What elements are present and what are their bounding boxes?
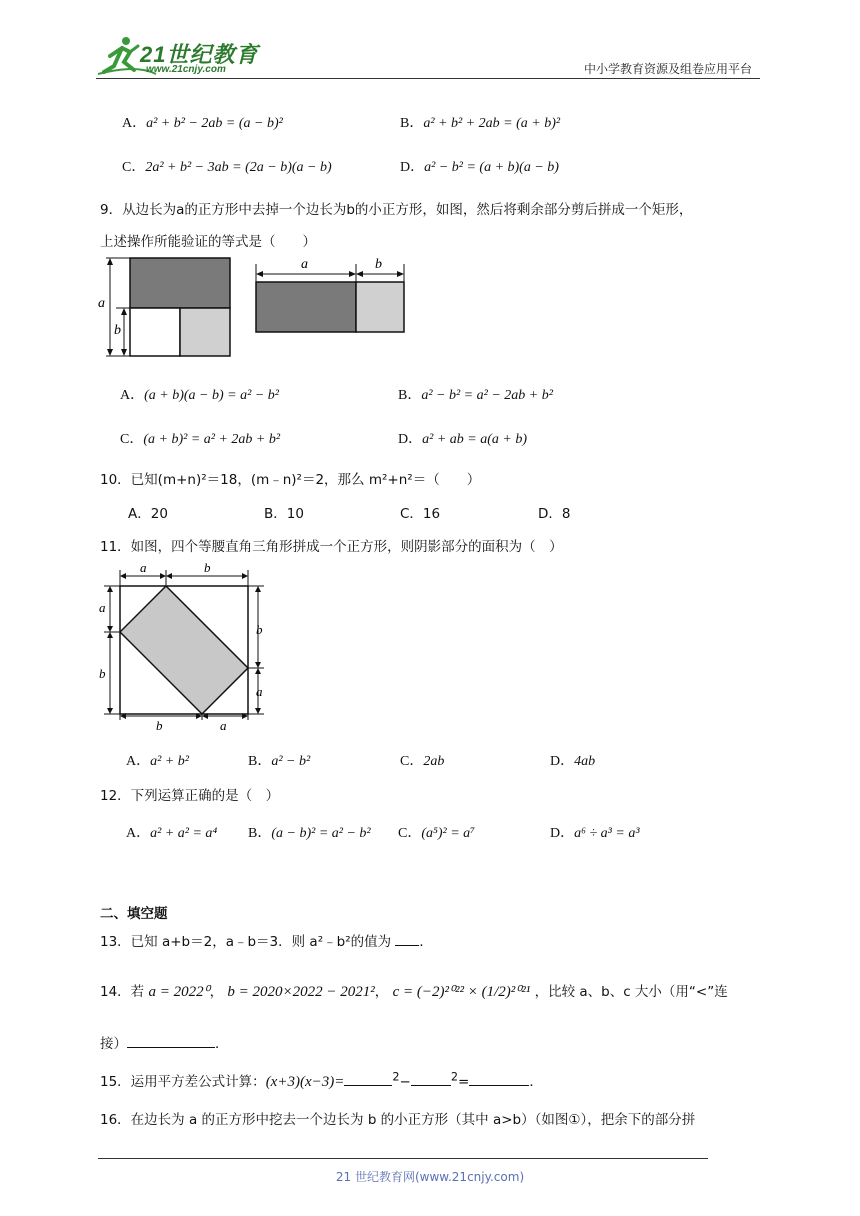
option-b: B．(a − b)² = a² − b² bbox=[248, 826, 371, 841]
fig9-label-b: b bbox=[114, 323, 121, 338]
option-b-expr: a² + b² + 2ab = (a + b)² bbox=[423, 116, 561, 131]
header-divider bbox=[96, 78, 760, 79]
option-b: B．a² − b² = a² − 2ab + b² bbox=[398, 388, 553, 403]
answer-blank[interactable] bbox=[469, 1071, 529, 1086]
question-11-figure bbox=[96, 560, 276, 733]
option-c-expr: (a⁵)² = a⁷ bbox=[421, 826, 476, 841]
option-c: C．(a⁵)² = a⁷ bbox=[398, 826, 476, 841]
option-c-expr: (a + b)² = a² + 2ab + b² bbox=[143, 432, 281, 447]
option-b: B．a² − b² bbox=[248, 754, 311, 769]
option-a-expr: (a + b)(a − b) = a² − b² bbox=[144, 388, 279, 403]
section-title: 二、填空题 bbox=[100, 906, 168, 922]
a-definition: a = 2022⁰ bbox=[148, 984, 210, 1000]
answer-blank[interactable] bbox=[395, 931, 419, 946]
option-d: D．a⁶ ÷ a³ = a³ bbox=[550, 826, 640, 841]
fig11-label-b-bottom: b bbox=[156, 718, 163, 733]
question-15-expr: (x+3)(x−3)= bbox=[265, 1074, 345, 1090]
option-c-expr: 2a² + b² − 3ab = (2a − b)(a − b) bbox=[145, 160, 332, 175]
fig11-label-a-bottom: a bbox=[220, 718, 227, 733]
option-d: D．8 bbox=[538, 506, 571, 522]
option-d-expr: a⁶ ÷ a³ = a³ bbox=[574, 826, 640, 841]
option-b: B．10 bbox=[264, 506, 304, 522]
fig9-label-a-top: a bbox=[301, 257, 308, 272]
option-d-expr: 4ab bbox=[574, 754, 596, 769]
option-c: C．16 bbox=[400, 506, 441, 522]
option-a: A．a² + b² bbox=[126, 754, 189, 769]
option-c: C．(a + b)² = a² + 2ab + b² bbox=[120, 432, 281, 447]
fig11-label-a-top: a bbox=[140, 560, 147, 575]
question-16-stem: 16．在边长为 a 的正方形中挖去一个边长为 b 的小正方形（其中 a>b）（如图①），把余下的部分拼 bbox=[100, 1112, 696, 1128]
option-c: C．2ab bbox=[400, 754, 445, 769]
option-c-expr: 2ab bbox=[423, 754, 445, 769]
fig11-label-b-top: b bbox=[204, 560, 211, 575]
c-definition: c = (−2)²⁰²² × (1/2)²⁰²¹ bbox=[392, 984, 531, 1000]
option-d: D．a² − b² = (a + b)(a − b) bbox=[400, 160, 559, 175]
question-9-stem-line2: 上述操作所能验证的等式是（ ） bbox=[100, 234, 316, 250]
question-15-stem: 15．运用平方差公式计算： bbox=[100, 1074, 266, 1090]
footer-divider bbox=[98, 1158, 708, 1159]
fig9-label-a: a bbox=[98, 296, 105, 311]
question-14-line2: 接） ． bbox=[100, 1032, 229, 1052]
answer-blank[interactable] bbox=[344, 1071, 392, 1086]
logo-url: www.21cnjy.com bbox=[146, 64, 226, 75]
option-d: D．4ab bbox=[550, 754, 596, 769]
question-9-figure bbox=[96, 252, 416, 364]
option-d-expr: a² + ab = a(a + b) bbox=[422, 432, 527, 447]
platform-name: 中小学教育资源及组卷应用平台 bbox=[583, 62, 752, 76]
option-d-expr: a² − b² = (a + b)(a − b) bbox=[424, 160, 559, 175]
question-15: 15．运用平方差公式计算：(x+3)(x−3)= $^2$− $^2$= ． bbox=[100, 1070, 543, 1090]
option-a-expr: a² + a² = a⁴ bbox=[150, 826, 218, 841]
option-d: D．a² + ab = a(a + b) bbox=[398, 432, 527, 447]
footer-text[interactable]: 21 世纪教育网(www.21cnjy.com) bbox=[335, 1170, 525, 1184]
option-b-expr: a² − b² bbox=[271, 754, 311, 769]
logo-text: 21世纪教育 bbox=[140, 42, 259, 67]
option-a-expr: a² + b² − 2ab = (a − b)² bbox=[146, 116, 283, 131]
option-c: C．2a² + b² − 3ab = (2a − b)(a − b) bbox=[122, 160, 332, 175]
fig11-label-a-left: a bbox=[99, 600, 106, 615]
option-a: A．(a + b)(a − b) = a² − b² bbox=[120, 388, 279, 403]
question-13: 13．已知 a+b＝2，a﹣b＝3．则 a²﹣b²的值为 ． bbox=[100, 930, 433, 950]
question-11-stem: 11．如图，四个等腰直角三角形拼成一个正方形，则阴影部分的面积为（ ） bbox=[100, 539, 563, 555]
b-definition: b = 2020×2022 − 2021² bbox=[227, 984, 375, 1000]
option-b: B．a² + b² + 2ab = (a + b)² bbox=[400, 116, 561, 131]
option-a: A．a² + a² = a⁴ bbox=[126, 826, 218, 841]
question-14-line1: 14．若 a = 2022⁰， b = 2020×2022 − 2021²， c = (−2)²⁰²² × (1/2)²⁰²¹ ，比较 a、b、c 大小（用“<”连 bbox=[100, 984, 728, 1000]
question-13-stem: 13．已知 a+b＝2，a﹣b＝3．则 a²﹣b²的值为 bbox=[100, 934, 392, 950]
fig9-label-b-top: b bbox=[375, 257, 382, 272]
answer-blank[interactable] bbox=[127, 1033, 215, 1048]
fig11-label-b-right: b bbox=[256, 622, 263, 637]
fig11-label-b-left: b bbox=[99, 666, 106, 681]
question-9-stem-line1: 9．从边长为a的正方形中去掉一个边长为b的小正方形，如图，然后将剩余部分剪后拼成一个矩形， bbox=[100, 202, 693, 218]
question-10-stem: 10．已知(m+n)²＝18，(m﹣n)²＝2，那么 m²+n²＝（ ） bbox=[100, 472, 481, 488]
question-12-stem: 12．下列运算正确的是（ ） bbox=[100, 788, 280, 804]
option-b-expr: a² − b² = a² − 2ab + b² bbox=[421, 388, 553, 403]
option-b-expr: (a − b)² = a² − b² bbox=[271, 826, 371, 841]
option-a: A．20 bbox=[128, 506, 168, 522]
option-a: A．a² + b² − 2ab = (a − b)² bbox=[122, 116, 283, 131]
fig11-label-a-right: a bbox=[256, 684, 263, 699]
answer-blank[interactable] bbox=[411, 1071, 451, 1086]
option-a-expr: a² + b² bbox=[150, 754, 189, 769]
